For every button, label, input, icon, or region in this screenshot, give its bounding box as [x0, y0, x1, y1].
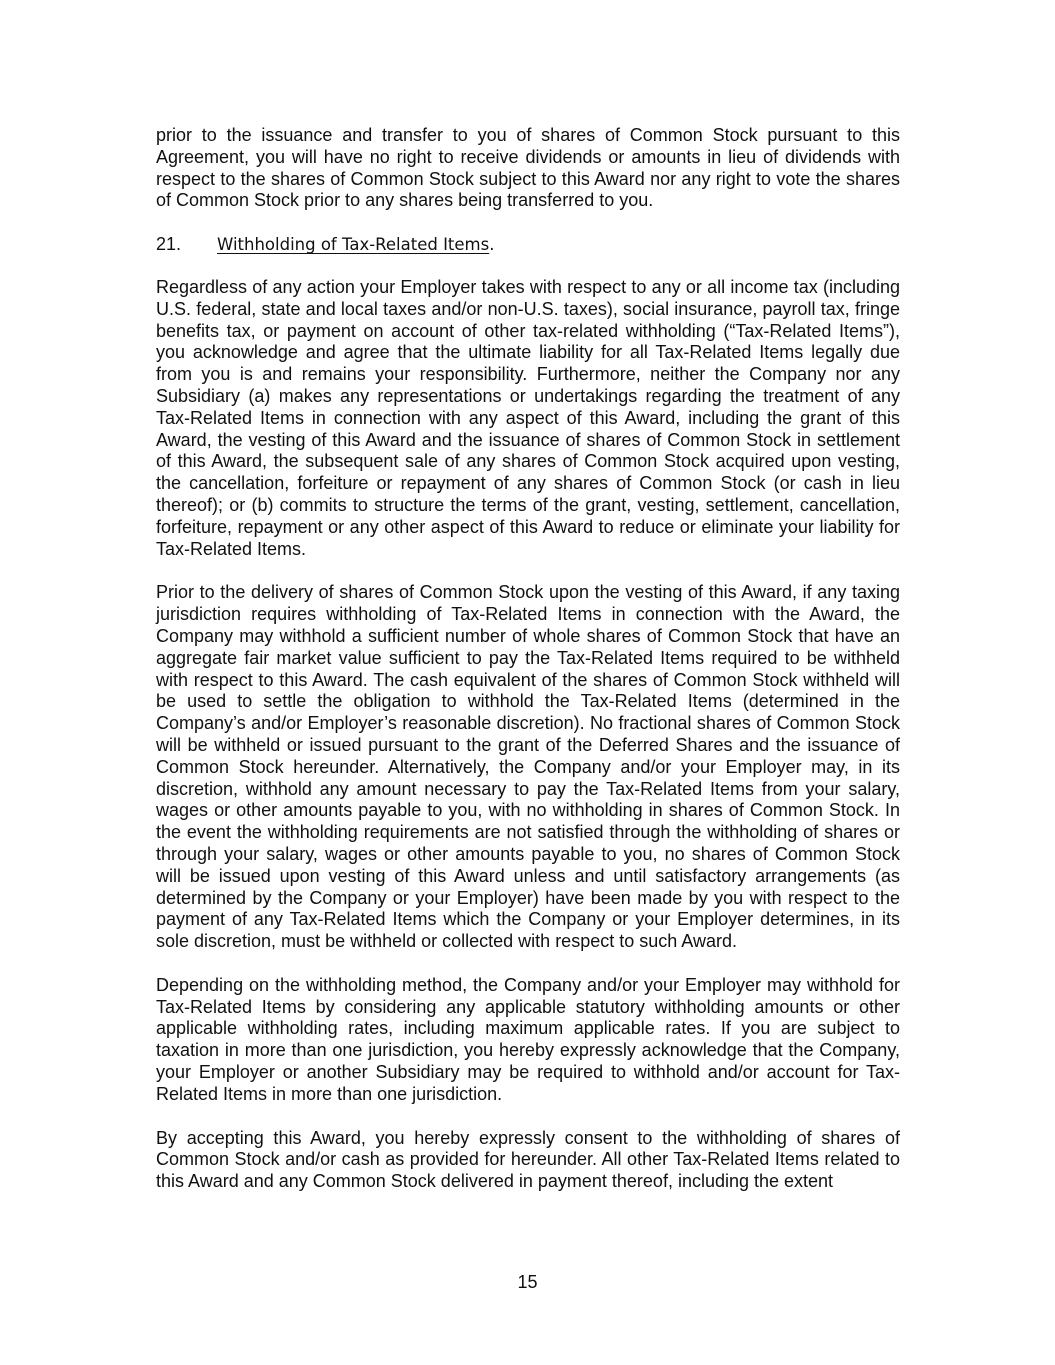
section-heading: [156, 234, 900, 256]
section-number: 21.: [156, 234, 182, 255]
paragraph-withholding-shares: Prior to the delivery of shares of Common Stock upon the vesting of this Award, if any taxing jurisdiction requires withholding of Tax-Related Items in connection with the Award, the Company may withhold a sufficient number of whole shares of Common Stock that have an aggregate fair market value sufficient to pay the Tax-Related Items required to be withheld with respect to this Award. The cash equivalent of the shares of Common Stock withheld will be used to settle the obligation to withhold the Tax-Related Items (determined in the Company’s and/or Employer’s reasonable discretion). No fractional shares of Common Stock will be withheld or issued pursuant to the grant of the Deferred Shares and the issuance of Common Stock hereunder. Alternatively, the Company and/or your Employer may, in its discretion, withhold any amount necessary to pay the Tax-Related Items from your salary, wages or other amounts payable to you, with no withholding in shares of Common Stock. In the event the withholding requirements are not satisfied through the withholding of shares or through your salary, wages or other amounts payable to you, no shares of Common Stock will be issued upon vesting of this Award unless and until satisfactory arrangements (as determined by the Company or your Employer) have been made by you with respect to the payment of any Tax-Related Items which the Company or your Employer determines, in its sole discretion, must be withheld or collected with respect to such Award.: [156, 582, 900, 952]
paragraph-liability: Regardless of any action your Employer takes with respect to any or all income tax (including U.S. federal, state and local taxes and/or non-U.S. taxes), social insurance, payroll tax, fringe benefits tax, or payment on account of other tax-related withholding (“Tax-Related Items”), you acknowledge and agree that the ultimate liability for all Tax-Related Items legally due from you is and remains your responsibility. Furthermore, neither the Company nor any Subsidiary (a) makes any representations or undertakings regarding the treatment of any Tax-Related Items in connection with any aspect of this Award, including the grant of this Award, the vesting of this Award and the issuance of shares of Common Stock in settlement of this Award, the subsequent sale of any shares of Common Stock acquired upon vesting, the cancellation, forfeiture or repayment of any shares of Common Stock (or cash in lieu thereof); or (b) commits to structure the terms of the grant, vesting, settlement, cancellation, forfeiture, repayment or any other aspect of this Award to reduce or eliminate your liability for Tax-Related Items.: [156, 276, 900, 559]
paragraph-withholding-method: Depending on the withholding method, the Company and/or your Employer may withhold for Tax-Related Items by considering any applicable statutory withholding amounts or other applicable withholding rates, including maximum applicable rates. If you are subject to taxation in more than one jurisdiction, you hereby expressly acknowledge that the Company, your Employer or another Subsidiary may be required to withhold and/or account for Tax-Related Items in more than one jurisdiction.: [156, 974, 900, 1104]
paragraph-consent: By accepting this Award, you hereby expressly consent to the withholding of shares of Common Stock and/or cash as provided for hereunder. All other Tax-Related Items related to this Award and any Common Stock delivered in payment thereof, including the extent: [156, 1127, 900, 1192]
intro-paragraph: prior to the issuance and transfer to you of shares of Common Stock pursuant to this Agreement, you will have no right to receive dividends or amounts in lieu of dividends with respect to the shares of Common Stock subject to this Award nor any right to vote the shares of Common Stock prior to any shares being transferred to you.: [156, 125, 900, 211]
section-title: Withholding of Tax-Related Items: [217, 235, 490, 255]
section-title-suffix: .: [489, 235, 495, 255]
page-number: 15: [517, 1272, 538, 1292]
document-page: [156, 125, 900, 1215]
